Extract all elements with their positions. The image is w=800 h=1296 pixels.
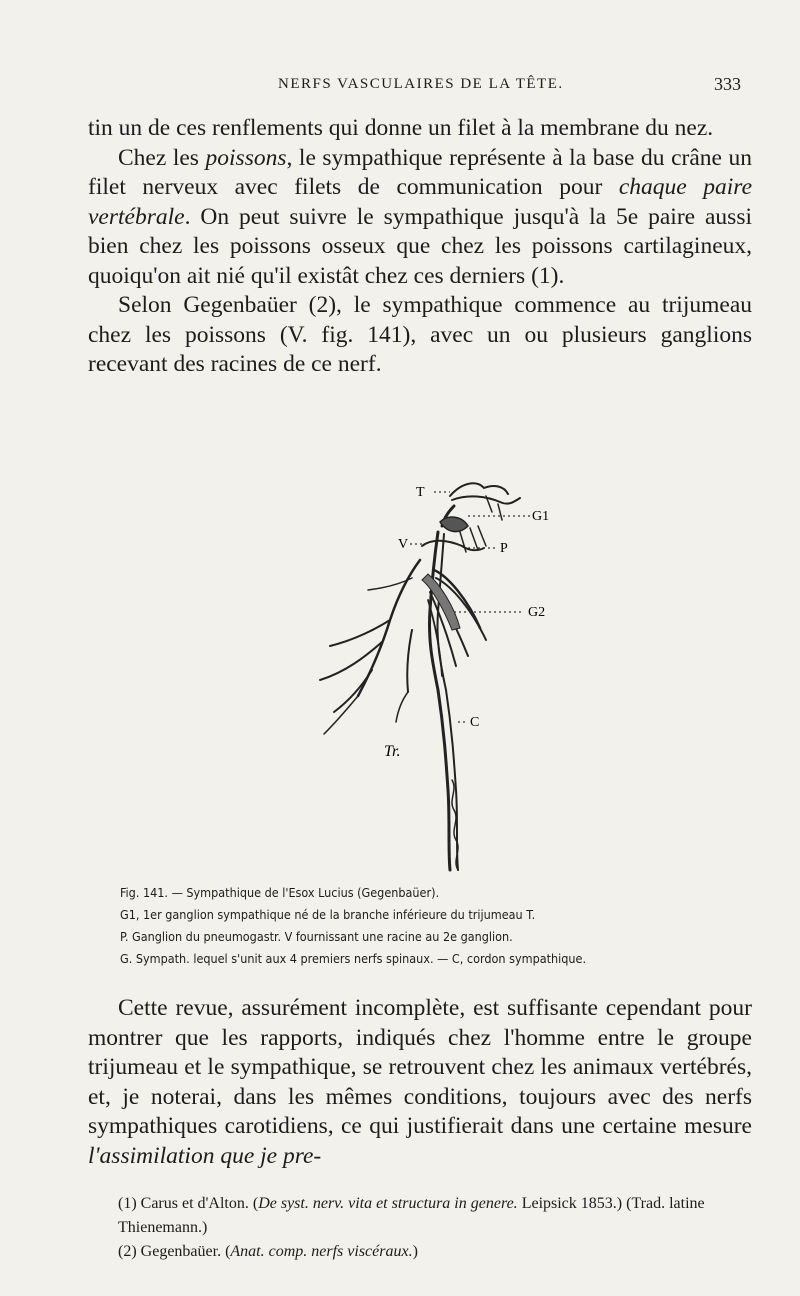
fn2-italic-title: Anat. comp. nerfs viscéraux. [230,1243,413,1260]
p2-text-a: Chez les [118,144,206,171]
fn1-text-c: Leipsick 1853.) (Trad. latine Thienemann.) [118,1195,705,1236]
footnote-1 [118,1192,758,1240]
caption-line-2: G1, 1er ganglion sympathique né de la branche inférieure du trijumeau T. [120,907,536,922]
page-number: 333 [714,74,741,94]
paragraph-3: Selon Gegenbaüer (2), le sympathique commence au trijumeau chez les poissons (V. fig. 141), avec un ou plusieurs ganglions recevant des racines de ce nerf. [88,292,752,377]
caption-line-4: G. Sympath. lequel s'unit aux 4 premiers nerfs spinaux. — C, cordon sympathique. [120,951,587,966]
p2-text-e: . On peut suivre le sympathique jusqu'à la 5e paire aussi bien chez les poissons osseux que chez les poissons cartilagineux, quoiqu'on ait nié qu'il existât chez ces derniers (1). [88,203,752,289]
paragraph-2 [88,144,752,292]
figure-label-g2: G2 [528,605,546,620]
figure-caption [88,882,752,970]
p2-text-c: , le sympathique représente à la base du crâne un filet nerveux avec filets de communication pour [88,144,752,200]
running-title: NERFS VASCULAIRES DE LA TÊTE. [278,76,564,92]
footnote-2 [118,1240,758,1264]
main-text-upper [88,114,752,380]
fn2-text-c: ) [412,1243,418,1260]
caption-line-3: P. Ganglion du pneumogastr. V fournissant une racine au 2e ganglion. [120,929,513,944]
figure-label-g1: G1 [532,509,550,524]
figure-esox-sympathetic-illustration [272,460,572,880]
figure-label-t: T [416,485,425,500]
main-text-lower [88,994,752,1171]
fn1-text-a: (1) Carus et d'Alton. ( [118,1195,259,1212]
figure-label-c: C [470,715,480,730]
p2-italic-poissons: poissons [205,144,287,171]
paragraph-1: tin un de ces renflements qui donne un filet à la membrane du nez. [88,115,714,141]
paragraph-4 [88,994,752,1171]
fn2-text-a: (2) Gegenbaüer. ( [118,1243,231,1260]
p4-text-a: Cette revue, assurément incomplète, est suffisante cependant pour montrer que les rapports, indiqués chez l'homme entre le groupe trijumeau et le sympathique, se retrouvent chez les animaux vertébrés, et, je noterai, dans les mêmes conditions, toujours avec des nerfs sympathiques carotidiens, ce qui justifierait dans une certaine mesure [88,995,752,1139]
footnotes [118,1192,758,1264]
p2-italic-paire: chaque paire vertébrale [88,174,753,230]
caption-line-1: Fig. 141. — Sympathique de l'Esox Lucius (Gegenbaüer). [120,885,440,900]
figure-engraver-signature: Tr. [384,743,401,760]
figure-label-v: V [398,537,409,552]
p4-italic-assimilation: l'assimilation que je pre- [88,1142,322,1169]
page-header [0,72,800,102]
figure-label-p: P [500,541,508,556]
fn1-italic-title: De syst. nerv. vita et structura in genere. [258,1195,518,1212]
